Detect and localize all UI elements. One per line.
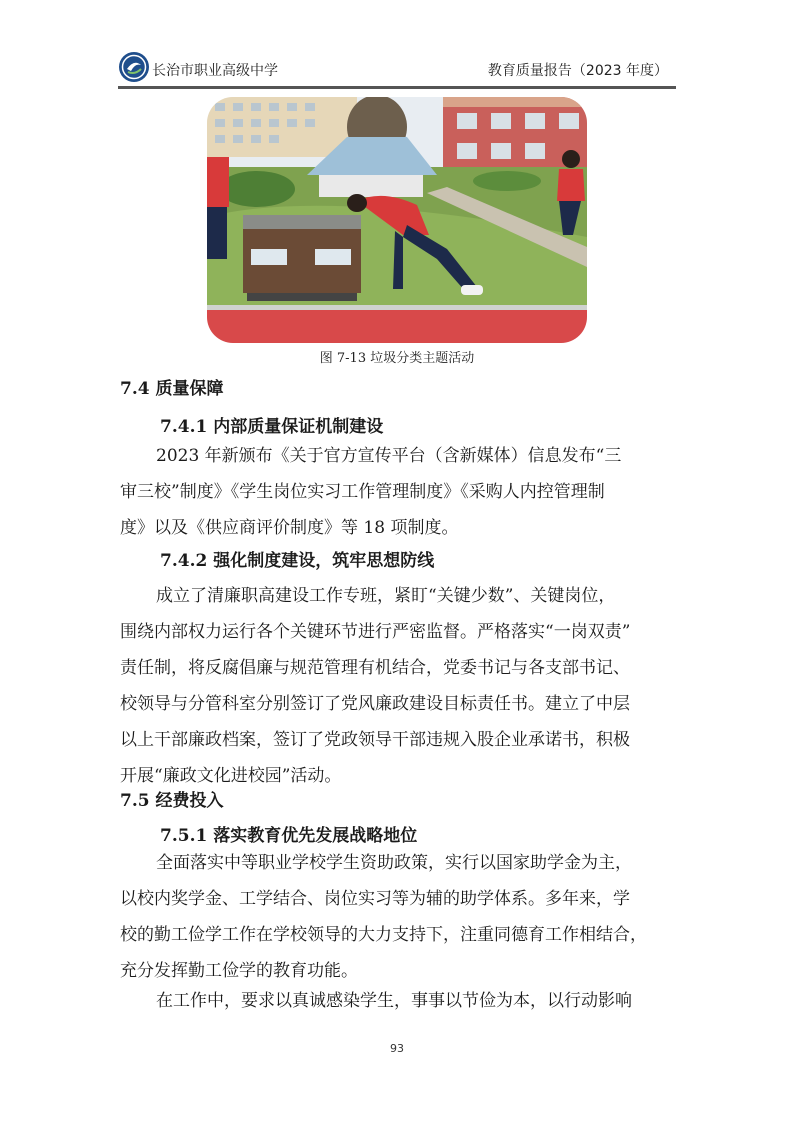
paragraph-line: 度》以及《供应商评价制度》等 18 项制度。 [120, 518, 459, 538]
figure-caption: 图 7-13 垃圾分类主题活动 [319, 351, 475, 366]
header-divider [118, 86, 676, 89]
paragraph-line: 校领导与分管科室分别签订了党风廉政建设目标责任书。建立了中层 [120, 694, 630, 714]
paragraph-line: 全面落实中等职业学校学生资助政策，实行以国家助学金为主， [156, 853, 632, 873]
paragraph-line: 责任制，将反腐倡廉与规范管理有机结合，党委书记与各支部书记、 [120, 658, 630, 678]
page-number: 93 [390, 1042, 404, 1055]
section-heading-7-4: 7.4 质量保障 [120, 379, 224, 399]
subsection-heading-7-5-1: 7.5.1 落实教育优先发展战略地位 [160, 826, 418, 846]
paragraph-line: 校的勤工俭学工作在学校领导的大力支持下，注重同德育工作相结合， [120, 925, 647, 945]
paragraph-line: 在工作中，要求以真诚感染学生，事事以节俭为本，以行动影响 [156, 991, 632, 1011]
paragraph-line: 2023 年新颁布《关于官方宣传平台（含新媒体）信息发布“三 [156, 446, 622, 466]
figure-photo [207, 97, 587, 343]
paragraph-line: 开展“廉政文化进校园”活动。 [120, 766, 342, 786]
paragraph-7-4-2 [120, 578, 680, 794]
paragraph-line: 审三校”制度》《学生岗位实习工作管理制度》《采购人内控管理制 [120, 482, 605, 502]
paragraph-line: 围绕内部权力运行各个关键环节进行严密监督。严格落实“一岗双责” [120, 622, 631, 642]
paragraph-line: 充分发挥勤工俭学的教育功能。 [120, 961, 358, 981]
paragraph-7-5-1 [120, 845, 680, 989]
paragraph-line: 以上干部廉政档案，签订了党政领导干部违规入股企业承诺书，积极 [120, 730, 630, 750]
subsection-heading-7-4-1: 7.4.1 内部质量保证机制建设 [160, 417, 384, 437]
subsection-heading-7-4-2: 7.4.2 强化制度建设，筑牢思想防线 [160, 551, 435, 571]
paragraph-7-5-1-second [120, 983, 680, 1019]
page-header [118, 50, 676, 88]
paragraph-line: 成立了清廉职高建设工作专班，紧盯“关键少数”、关键岗位， [156, 586, 616, 606]
section-heading-7-5: 7.5 经费投入 [120, 791, 224, 811]
school-name: 长治市职业高级中学 [152, 63, 278, 79]
school-logo-icon [118, 51, 150, 83]
report-title: 教育质量报告（2023 年度） [487, 63, 668, 79]
paragraph-line: 以校内奖学金、工学结合、岗位实习等为辅的助学体系。多年来，学 [120, 889, 630, 909]
paragraph-7-4-1 [120, 438, 680, 546]
